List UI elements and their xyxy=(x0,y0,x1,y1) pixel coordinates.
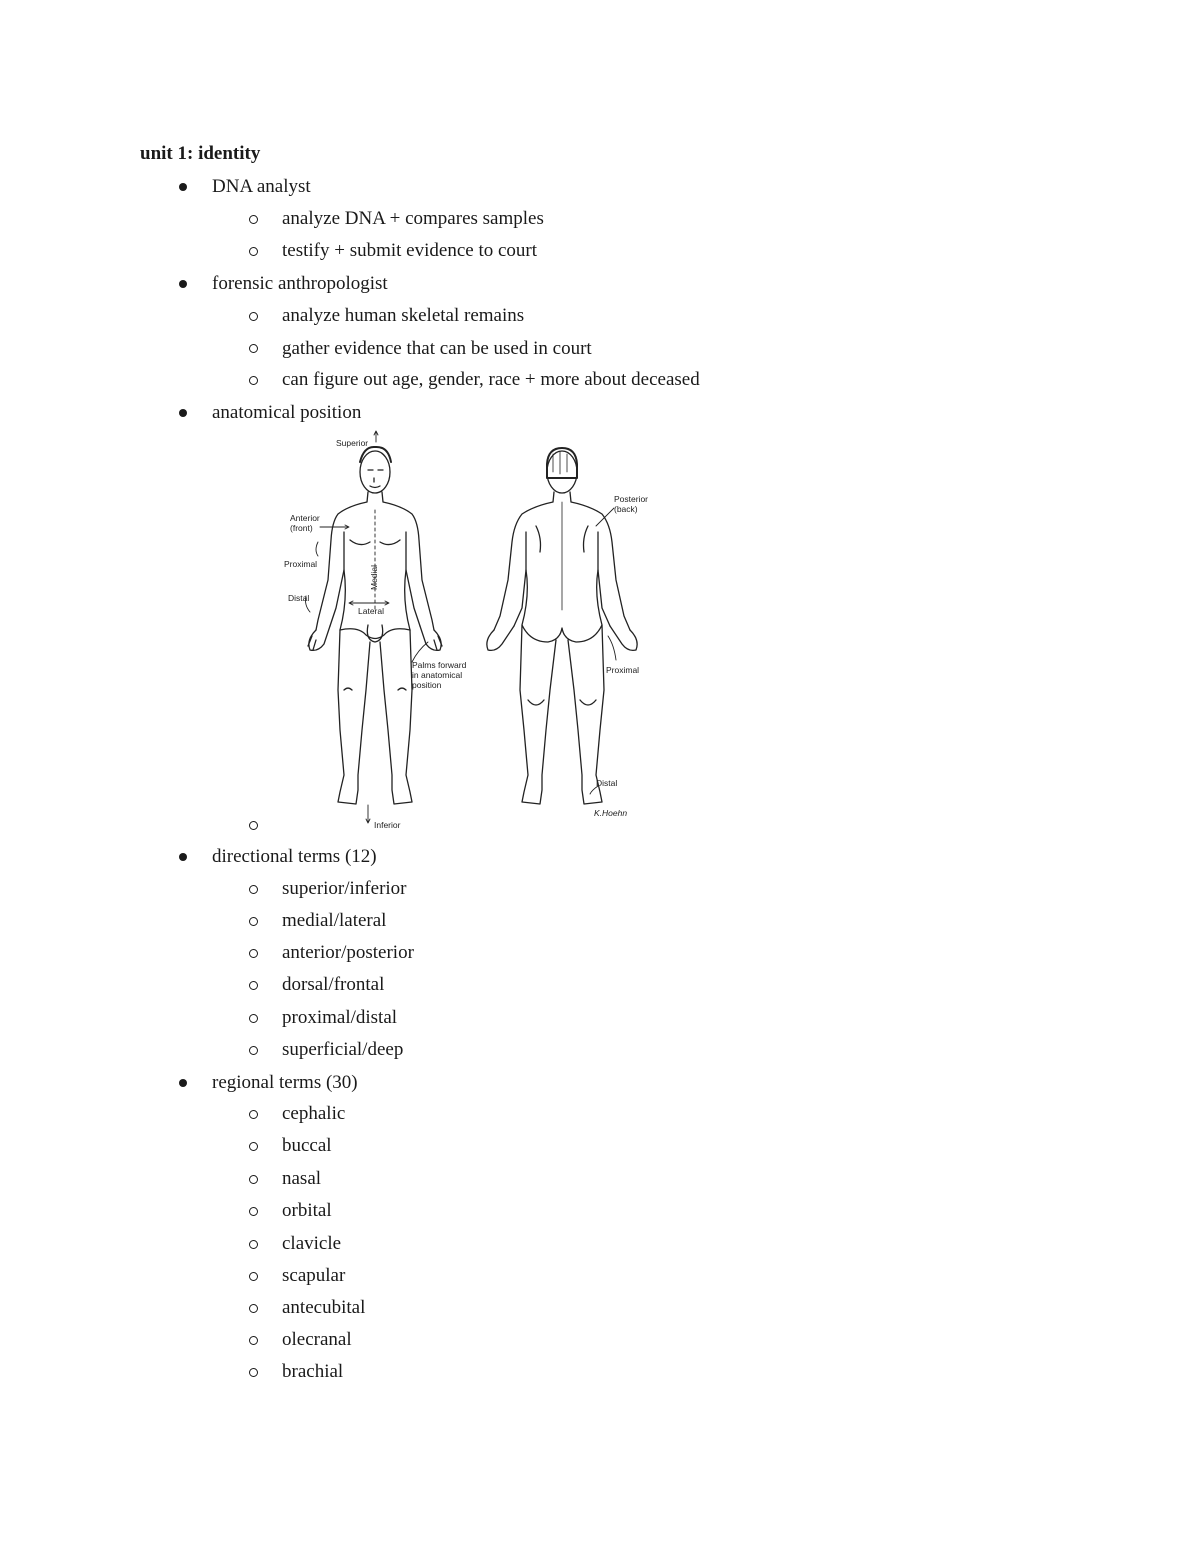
list-item-regional-terms: regional terms (30) xyxy=(212,1072,358,1093)
sub-bullet-icon xyxy=(249,885,258,894)
label-superior: Superior xyxy=(336,438,369,448)
sub-list-item: analyze human skeletal remains xyxy=(282,305,525,326)
sub-list-item: clavicle xyxy=(282,1233,342,1254)
sub-bullet-icon xyxy=(249,1304,258,1313)
sub-list-item: brachial xyxy=(282,1361,344,1382)
label-lateral: Lateral xyxy=(358,606,384,616)
sub-list-item: dorsal/frontal xyxy=(282,974,385,995)
label-palms-line2: in anatomical xyxy=(412,670,463,680)
sub-list-item: can figure out age, gender, race + more about deceased xyxy=(282,369,700,390)
anatomical-position-figure xyxy=(278,430,648,832)
label-front: (front) xyxy=(290,523,313,533)
sub-list-item: olecranal xyxy=(282,1329,352,1350)
sub-bullet-icon xyxy=(249,1142,258,1151)
sub-bullet-icon xyxy=(249,344,258,353)
sub-list-item: medial/lateral xyxy=(282,910,387,931)
sub-list-item: superficial/deep xyxy=(282,1039,404,1060)
bullet-icon xyxy=(179,409,187,417)
sub-list-item: orbital xyxy=(282,1200,332,1221)
label-palms-line3: position xyxy=(412,680,442,690)
bullet-icon xyxy=(179,183,187,191)
label-distal-right: Distal xyxy=(596,778,618,788)
sub-list-item: superior/inferior xyxy=(282,878,407,899)
label-proximal-right: Proximal xyxy=(606,665,640,675)
label-distal-left: Distal xyxy=(288,593,310,603)
label-anterior: Anterior xyxy=(290,513,320,523)
sub-bullet-icon xyxy=(249,1046,258,1055)
sub-bullet-icon xyxy=(249,1014,258,1023)
sub-bullet-icon xyxy=(249,1175,258,1184)
sub-bullet-icon xyxy=(249,1272,258,1281)
sub-bullet-icon xyxy=(249,917,258,926)
sub-list-item: testify + submit evidence to court xyxy=(282,240,538,261)
front-body-outline xyxy=(308,447,442,804)
bullet-icon xyxy=(179,280,187,288)
list-item-dna-analyst: DNA analyst xyxy=(212,176,311,197)
sub-bullet-icon xyxy=(249,1240,258,1249)
sub-bullet-icon xyxy=(249,1207,258,1216)
anatomical-diagram-svg xyxy=(278,430,648,832)
document-title: unit 1: identity xyxy=(140,143,261,164)
sub-bullet-icon xyxy=(249,247,258,256)
sub-bullet-icon xyxy=(249,981,258,990)
sub-list-item: gather evidence that can be used in court xyxy=(282,338,592,359)
sub-bullet-icon xyxy=(249,215,258,224)
label-inferior: Inferior xyxy=(374,820,401,830)
sub-list-item: cephalic xyxy=(282,1103,346,1124)
label-posterior: Posterior xyxy=(614,494,648,504)
sub-bullet-icon xyxy=(249,312,258,321)
sub-list-item: proximal/distal xyxy=(282,1007,398,1028)
sub-bullet-icon xyxy=(249,1368,258,1377)
label-medial: Medial xyxy=(369,564,379,590)
bullet-icon xyxy=(179,853,187,861)
label-palms-line1: Palms forward xyxy=(412,660,467,670)
sub-list-item: scapular xyxy=(282,1265,346,1286)
sub-list-item: analyze DNA + compares samples xyxy=(282,208,544,229)
sub-list-item: nasal xyxy=(282,1168,322,1189)
signature-text: K.Hoehn xyxy=(594,808,628,818)
sub-list-item: anterior/posterior xyxy=(282,942,414,963)
label-proximal-left: Proximal xyxy=(284,559,318,569)
sub-list-item: antecubital xyxy=(282,1297,366,1318)
sub-bullet-icon xyxy=(249,376,258,385)
sub-bullet-icon xyxy=(249,1336,258,1345)
bullet-icon xyxy=(179,1079,187,1087)
sub-list-item: buccal xyxy=(282,1135,332,1156)
sub-bullet-icon xyxy=(249,821,258,830)
label-back: (back) xyxy=(614,504,638,514)
sub-bullet-icon xyxy=(249,1110,258,1119)
list-item-anatomical-position: anatomical position xyxy=(212,402,362,423)
list-item-directional-terms: directional terms (12) xyxy=(212,846,377,867)
sub-bullet-icon xyxy=(249,949,258,958)
list-item-forensic-anthropologist: forensic anthropologist xyxy=(212,273,388,294)
